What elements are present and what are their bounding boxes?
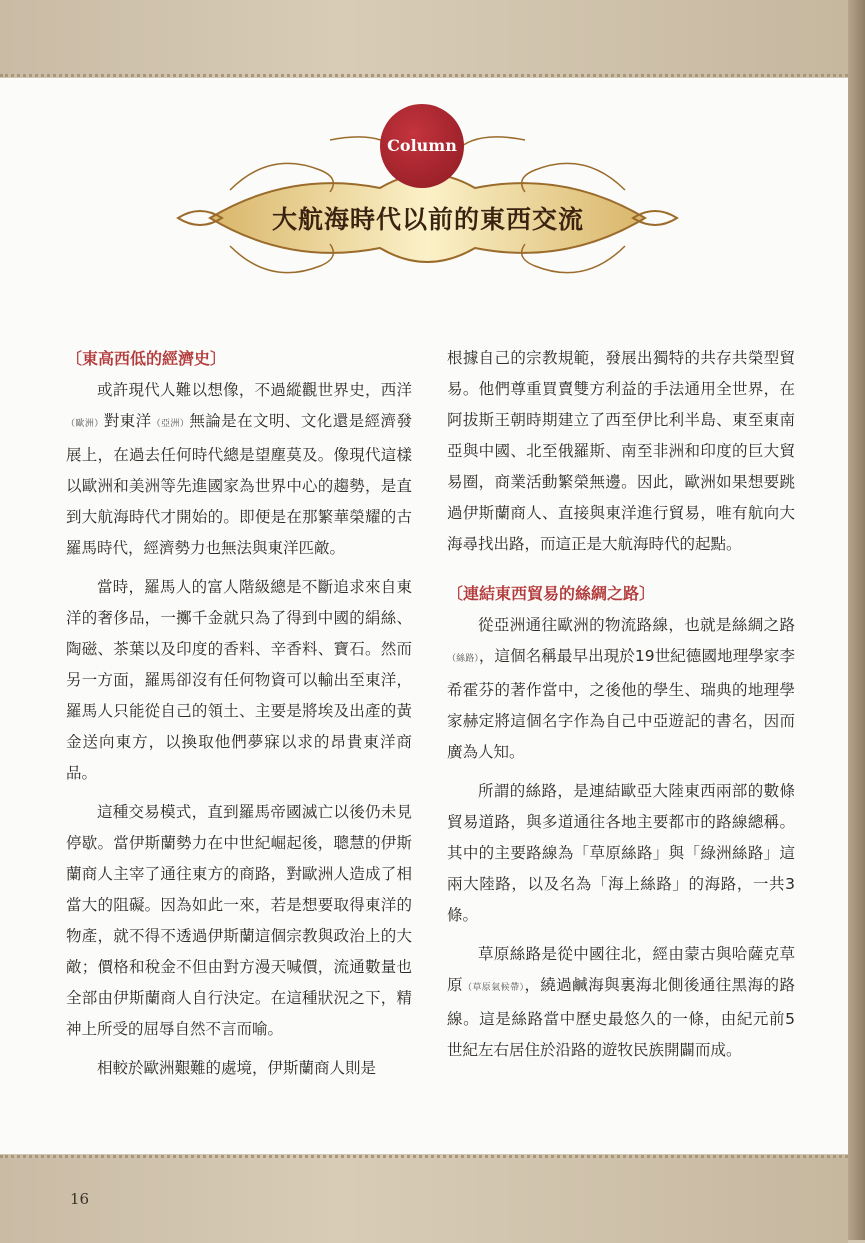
right-text-column [447,343,795,1074]
top-page-band [0,0,848,77]
section-heading-economy: 〔東高西低的經濟史〕 [66,349,227,368]
section-heading-silk-road: 〔連結東西貿易的絲綢之路〕 [447,584,656,603]
paragraph: 當時，羅馬人的富人階級總是不斷追求來自東洋的奢侈品，一擲千金就只為了得到中國的絹絲、陶磁、茶葉以及印度的香料、辛香料、寶石。然而另一方面，羅馬卻沒有任何物資可以輸出至東洋，羅馬人只能從自己的領土、主要是將埃及出產的黃金送向東方，以換取他們夢寐以求的昂貴東洋商品。 [66,578,412,782]
paragraph: 從亞洲通往歐洲的物流路線，也就是絲綢之路（絲路），這個名稱最早出現於19世紀德國地理學家李希霍芬的著作當中，之後他的學生、瑞典的地理學家赫定將這個名字作為自己中亞遊記的書名，因而廣為人知。 [447,616,795,761]
book-spine-edge [848,0,865,1240]
bottom-page-band [0,1155,848,1243]
paragraph: 或許現代人難以想像，不過縱觀世界史，西洋（歐洲）對東洋（亞洲）無論是在文明、文化還是經濟發展上，在過去任何時代總是望塵莫及。像現代這樣以歐洲和美洲等先進國家為世界中心的趨勢，是直到大航海時代才開始的。即便是在那繁華榮耀的古羅馬時代，經濟勢力也無法與東洋匹敵。 [66,381,412,557]
page-number: 16 [70,1190,90,1208]
paragraph: 相較於歐洲艱難的處境，伊斯蘭商人則是 [97,1059,377,1077]
paragraph: 草原絲路是從中國往北，經由蒙古與哈薩克草原（草原氣候帶），繞過鹹海與裏海北側後通往黑海的路線。這是絲路當中歷史最悠久的一條，由紀元前5世紀左右居住於沿路的遊牧民族開闢而成。 [447,945,795,1059]
paragraph: 所謂的絲路，是連結歐亞大陸東西兩部的數條貿易道路，與多道通往各地主要都市的路線總稱。其中的主要路線為「草原絲路」與「綠洲絲路」這兩大陸路，以及名為「海上絲路」的海路，一共3條。 [447,782,795,924]
left-text-column [66,343,412,1092]
paragraph-continued: 根據自己的宗教規範，發展出獨特的共存共榮型貿易。他們尊重買賣雙方利益的手法通用全世界，在阿拔斯王朝時期建立了西至伊比利半島、東至東南亞與中國、北至俄羅斯、南至非洲和印度的巨大貿易圈，商業活動繁榮無邊。因此，歐洲如果想要跳過伊斯蘭商人、直接與東洋進行貿易，唯有航向大海尋找出路，而這正是大航海時代的起點。 [447,349,795,553]
paragraph: 這種交易模式，直到羅馬帝國滅亡以後仍未見停歇。當伊斯蘭勢力在中世紀崛起後，聰慧的伊斯蘭商人主宰了通往東方的商路，對歐洲人造成了相當大的阻礙。因為如此一來，若是想要取得東洋的物產，就不得不透過伊斯蘭這個宗教與政治上的大敵；價格和稅金不但由對方漫天喊價，流通數量也全部由伊斯蘭商人自行決定。在這種狀況之下，精神上所受的屈辱自然不言而喻。 [66,803,412,1038]
column-badge: Column [380,104,464,188]
page-title: 大航海時代以前的東西交流 [271,205,584,234]
